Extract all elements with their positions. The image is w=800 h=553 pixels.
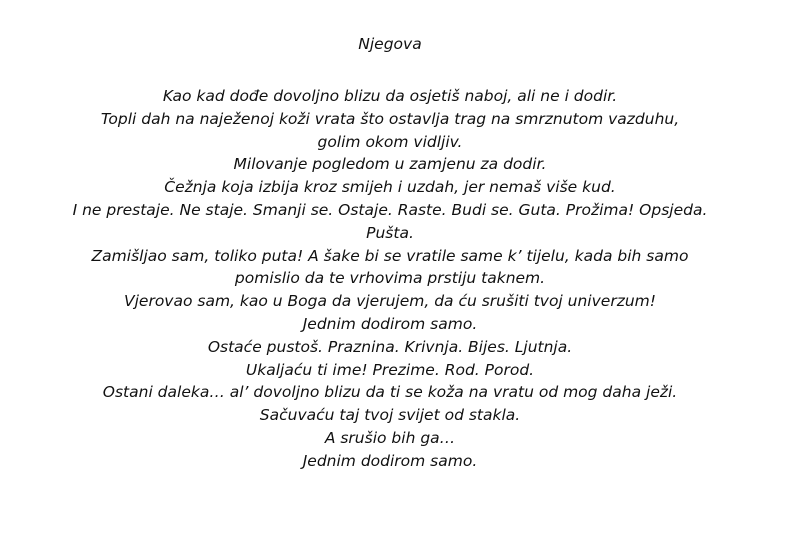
poem-line: Čežnja koja izbija kroz smijeh i uzdah, jer nemaš više kud.: [164, 178, 616, 197]
poem-line: Zamišljao sam, toliko puta! A šake bi se vratile same k’ tijelu, kada bih samo: [91, 246, 689, 265]
poem-line: Pušta.: [366, 223, 414, 242]
poem-line: pomislio da te vrhovima prstiju taknem.: [234, 269, 546, 288]
poem-line: Vjerovao sam, kao u Boga da vjerujem, da ću srušiti tvoj univerzum!: [124, 292, 656, 311]
poem-line: golim okom vidljiv.: [317, 132, 463, 151]
poem-line: Ostaće pustoš. Praznina. Krivnja. Bijes. Ljutnja.: [207, 337, 573, 356]
poem-line: Ostani daleka… al’ dovoljno blizu da ti se koža na vratu od mog daha ježi.: [102, 383, 678, 402]
poem-body: [0, 85, 780, 473]
poem-line: Topli dah na naježenoj koži vrata što ostavlja trag na smrznutom vazduhu,: [100, 109, 680, 128]
poem-title: Njegova: [358, 35, 422, 53]
poem-line: Jednim dodirom samo.: [302, 314, 478, 333]
poem-line: Kao kad dođe dovoljno blizu da osjetiš naboj, ali ne i dodir.: [162, 87, 618, 105]
poem-line: Sačuvaću taj tvoj svijet od stakla.: [259, 406, 521, 425]
poem-line: Ukaljaću ti ime! Prezime. Rod. Porod.: [245, 360, 535, 379]
poem-line: I ne prestaje. Ne staje. Smanji se. Ostaje. Raste. Budi se. Guta. Prožima! Opsjeda.: [72, 200, 708, 219]
poem-line: Milovanje pogledom u zamjenu za dodir.: [233, 155, 547, 174]
poem-line: Jednim dodirom samo.: [302, 451, 478, 470]
poem-line: A srušio bih ga…: [324, 428, 456, 447]
